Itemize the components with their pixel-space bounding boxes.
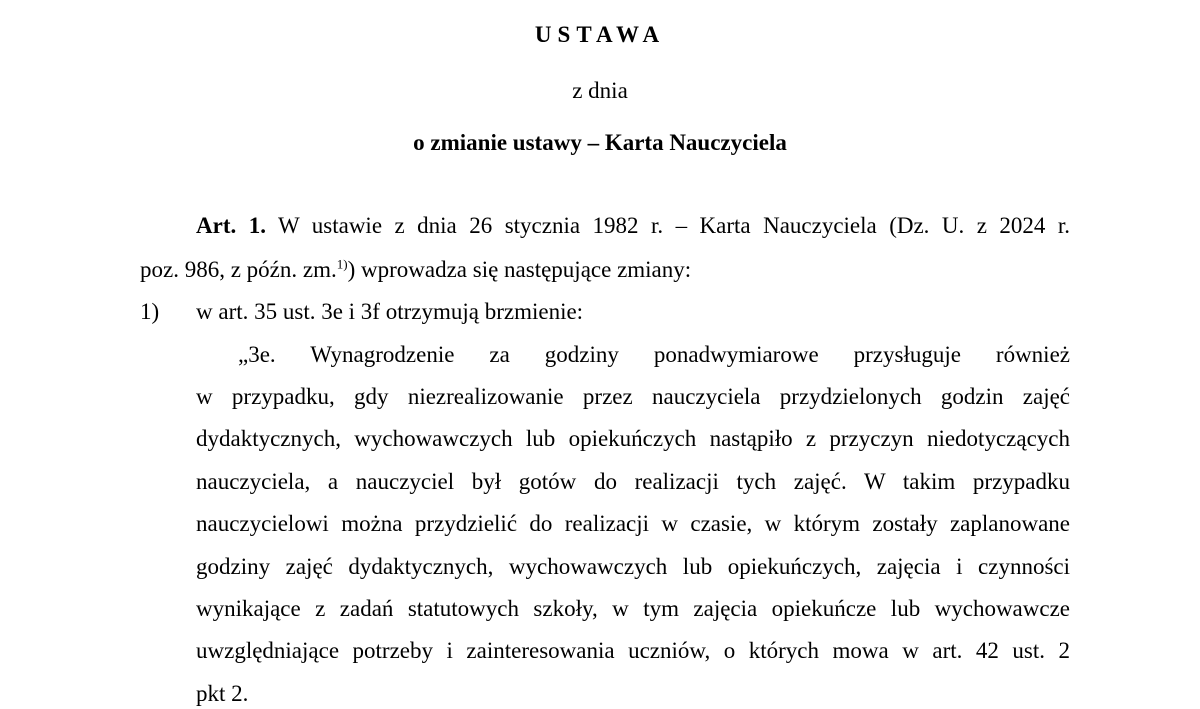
article-intro-text-2a: poz. 986, z późn. zm. bbox=[140, 257, 337, 282]
quote-line-2: w przypadku, gdy niezrealizowanie przez nauczyciela przydzielonych godzin zajęć bbox=[196, 384, 1070, 409]
quote-line-4: nauczyciela, a nauczyciel był gotów do realizacji tych zajęć. W takim przypadku bbox=[196, 469, 1070, 494]
document-type-title: USTAWA bbox=[534, 22, 666, 47]
point-text: w art. 35 ust. 3e i 3f otrzymują brzmienie: bbox=[196, 299, 584, 324]
document-subject: o zmianie ustawy – Karta Nauczyciela bbox=[413, 130, 787, 155]
quote-line-1: „3e. Wynagrodzenie za godziny ponadwymiarowe przysługuje również bbox=[238, 342, 1070, 367]
article-intro-line-1 bbox=[196, 212, 1070, 240]
quote-line-5: nauczycielowi można przydzielić do realizacji w czasie, w którym zostały zaplanowane bbox=[196, 511, 1070, 536]
quote-line-9: pkt 2. bbox=[196, 681, 249, 706]
footnote-reference[interactable]: 1) bbox=[336, 256, 348, 272]
article-intro-line-2 bbox=[140, 256, 691, 284]
quote-line-3: dydaktycznych, wychowawczych lub opiekuńczych nastąpiło z przyczyn niedotyczących bbox=[196, 426, 1070, 451]
article-intro-text-2b: ) wprowadza się następujące zmiany: bbox=[347, 257, 692, 282]
article-intro-text: W ustawie z dnia 26 stycznia 1982 r. – Karta Nauczyciela (Dz. U. z 2024 r. bbox=[278, 213, 1070, 238]
article-label: Art. 1. bbox=[196, 213, 266, 238]
quote-line-7: wynikające z zadań statutowych szkoły, w tym zajęcia opiekuńcze lub wychowawcze bbox=[196, 596, 1070, 621]
quote-line-6: godziny zajęć dydaktycznych, wychowawczych lub opiekuńczych, zajęcia i czynności bbox=[196, 554, 1070, 579]
document-date-line: z dnia bbox=[572, 78, 628, 103]
point-number: 1) bbox=[140, 299, 160, 324]
quote-line-8: uwzględniające potrzeby i zainteresowania uczniów, o których mowa w art. 42 ust. 2 bbox=[196, 638, 1070, 663]
